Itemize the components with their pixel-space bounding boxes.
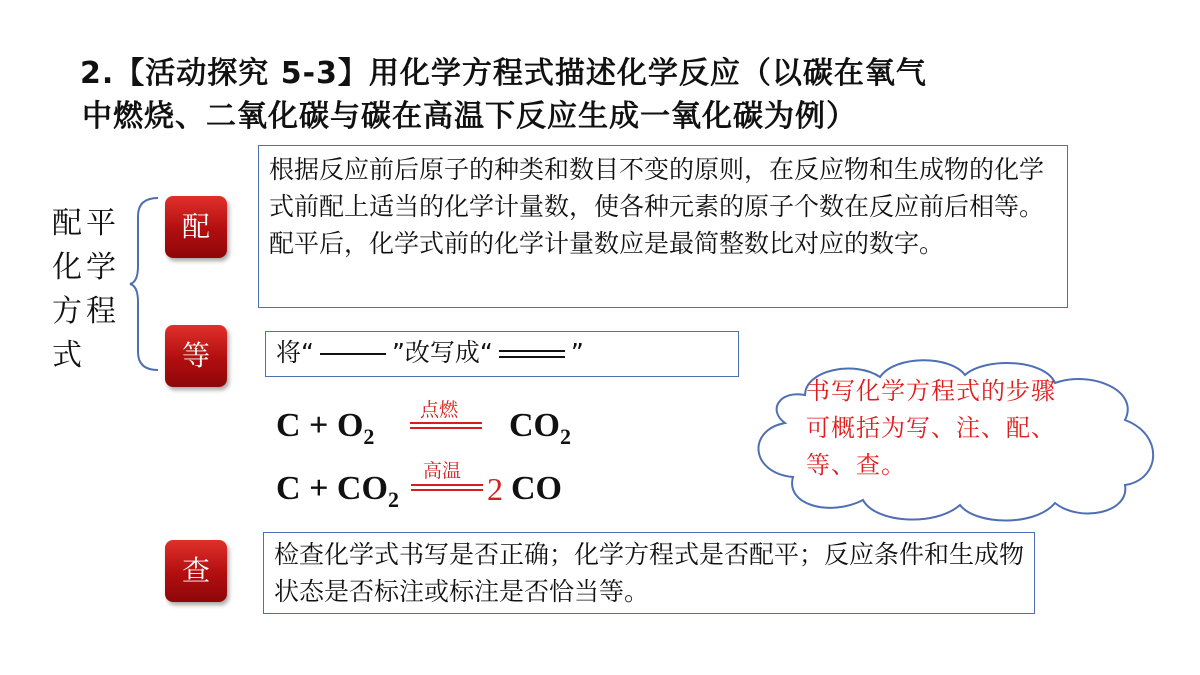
deng-text-c: ” [570,338,584,367]
eq2-left-b: + CO [309,470,388,507]
pei-description-text: 根据反应前后原子的种类和数目不变的原则，在反应物和生成物的化学式前配上适当的化学计量数，使各种元素的原子个数在反应前后相等。配平后，化学式前的化学计量数应是最简整数比对应的数字。 [269,155,1045,258]
equation-2-left [276,470,399,513]
equation-1-left [276,407,374,450]
equation-1-right [509,407,571,450]
eq2-left-b-sub: 2 [387,487,399,512]
pei-description-box [258,145,1068,308]
eq1-left-b: O [336,407,364,444]
double-line-symbol [499,350,565,358]
cloud-callout-text: 书写化学方程式的步骤可概括为写、注、配、等、查。 [806,377,1056,479]
eq1-equals-sign [410,422,482,429]
eq2-left-a: C [276,470,310,507]
eq1-condition: 点燃 [420,399,459,421]
eq1-right-a-sub: 2 [560,424,571,449]
brace-bracket [128,196,168,372]
title-line-1: 2.【活动探究 5-3】用化学方程式描述化学反应（以碳在氧气 [80,56,927,91]
cha-description-text: 检查化学式书写是否正确；化学方程式是否配平；反应条件和生成物状态是否标注或标注是否恰当等。 [274,540,1025,606]
eq2-equals-sign [411,484,483,491]
eq1-left-a: C + [276,407,337,444]
deng-text-a: 将“ [276,338,314,367]
eq1-left-b-sub: 2 [363,424,375,449]
single-line-symbol [320,353,386,355]
deng-text-b: ”改写成“ [391,338,493,367]
eq2-condition: 高温 [423,460,462,482]
step-badge-pei: 配 [165,196,227,258]
page-title [80,52,1080,138]
step-badge-cha: 查 [165,540,227,602]
eq2-coefficient: 2 [487,471,503,507]
deng-description-box [265,331,739,377]
eq1-right-a: CO [509,407,560,444]
step-badge-deng: 等 [165,325,227,387]
side-label: 配平化学方程式 [52,206,120,373]
cha-description-box [263,532,1035,614]
title-line-2: 中燃烧、二氧化碳与碳在高温下反应生成一氧化碳为例） [82,99,857,134]
equation-2-right: CO [511,470,562,507]
